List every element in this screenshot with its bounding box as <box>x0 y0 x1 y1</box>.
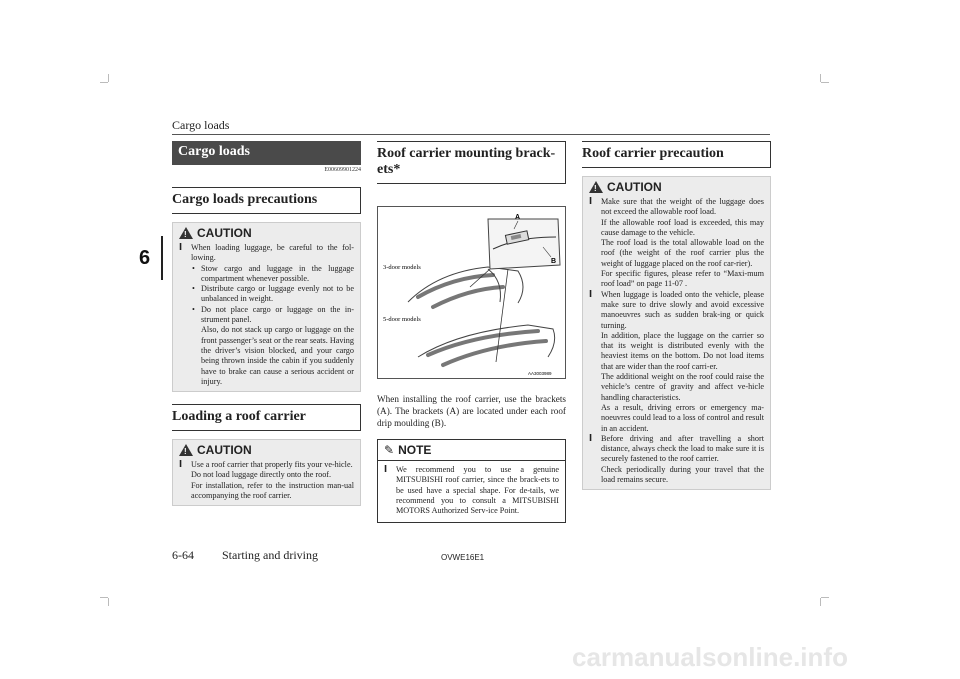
section-title-roof-carrier-precaution: Roof carrier precaution <box>582 141 771 168</box>
caution-paragraph: As a result, driving errors or emergency ma-noeuvres could lead to a loss of control and result in an accident. <box>601 402 764 433</box>
caution-paragraph: If the allowable roof load is exceeded, this may cause damage to the vehicle. <box>601 217 764 237</box>
caution-bullet-text: Before driving and after travelling a short distance, always check the load to make sure it is securely fastened to the roof carrier. <box>601 433 764 464</box>
caution-paragraph: The additional weight on the roof could raise the vehicle’s centre of gravity and affect ve-hicle handling characteristics. <box>601 372 764 402</box>
caution-label: CAUTION <box>197 226 252 240</box>
list-item: • Stow cargo and luggage in the luggage compartment whenever possible. <box>201 264 354 285</box>
note-box <box>377 439 566 523</box>
column-2 <box>377 141 566 523</box>
warning-triangle-icon: ! <box>179 444 193 456</box>
header-rule <box>172 134 770 135</box>
caution-heading <box>179 226 354 240</box>
caution-paragraph: In addition, place the luggage on the carrier so that its weight is distributed evenly with the heaviest items on the bottom. Do not load items that are wider than the roof carri-er. <box>601 330 764 371</box>
caution-bullet-text: When luggage is loaded onto the vehicle, please make sure to drive slowly and avoid excessive manoeuvres such as sudden brak-ing or quick turning. <box>601 289 764 330</box>
section-title-loading-roof-carrier: Loading a roof carrier <box>172 404 361 431</box>
caution-bullet-text: Make sure that the weight of the luggage does not exceed the allowable roof load. <box>601 197 764 217</box>
caution-label: CAUTION <box>607 180 662 194</box>
caution-bullet <box>601 197 764 290</box>
chapter-name: Starting and driving <box>222 548 318 562</box>
caution-paragraph: Do not load luggage directly onto the roof. <box>191 470 332 480</box>
roof-carrier-illustration <box>378 207 565 378</box>
list-item-text: Do not place cargo or luggage on the in-strument panel. <box>201 304 354 325</box>
document-code: OVWE16E1 <box>441 553 485 562</box>
caution-bullet <box>191 460 354 501</box>
chapter-banner: Cargo loads <box>172 141 361 165</box>
caution-bullet <box>601 290 764 434</box>
caution-bullet <box>601 434 764 485</box>
column-1 <box>172 141 361 506</box>
section-code: E00609901224 <box>324 167 361 173</box>
caution-bullet <box>191 243 354 387</box>
figure-code: AA3003989 <box>528 371 552 376</box>
note-bullet: l We recommend you to use a genuine MITSUBISHI roof carrier, since the brack-ets to be used have a special shape. For de-tails, we recommend you to consult a MITSUBISHI MOTORS Authorized Serv-ice Point. <box>396 465 559 516</box>
watermark: carmanualsonline.info <box>572 642 848 672</box>
list-item: • Distribute cargo or luggage evenly not to be unbalanced in weight. <box>201 284 354 305</box>
caution-bullet-text: When loading luggage, be careful to the fol-lowing. <box>191 243 354 263</box>
section-title-mounting-brackets: Roof carrier mounting brack-ets* <box>377 141 566 184</box>
list-item-continuation: Also, do not stack up cargo or luggage on the front passenger’s seat or the rear seats. Having the driver’s vision blocked, and your cargo being thrown inside the cabin if you suddenly have to brake can cause a serious accident or injury. <box>201 325 354 386</box>
warning-triangle-icon: ! <box>179 227 193 239</box>
caution-box-cargo <box>172 222 361 392</box>
pencil-icon: ✎ <box>384 443 395 457</box>
running-head: Cargo loads <box>172 118 230 132</box>
caution-heading <box>179 443 354 457</box>
page-number: 6-64 <box>172 548 194 562</box>
body-paragraph: When installing the roof carrier, use the brackets (A). The brackets (A) are located under each roof drip moulding (B). <box>377 394 566 428</box>
note-label: NOTE <box>398 443 432 457</box>
warning-triangle-icon: ! <box>589 181 603 193</box>
column-3 <box>582 141 771 490</box>
figure-label-3door: 3-door models <box>383 264 421 271</box>
figure-label-a: A <box>515 214 521 221</box>
figure-label-b: B <box>551 258 557 265</box>
note-heading <box>378 443 565 461</box>
roof-carrier-figure <box>377 206 566 379</box>
chapter-tab: 6 <box>128 236 163 280</box>
caution-label: CAUTION <box>197 443 252 458</box>
section-title-cargo-precautions: Cargo loads precautions <box>172 187 361 214</box>
caution-box-roof-precaution <box>582 176 771 490</box>
caution-paragraph: For specific figures, please refer to “Maxi-mum roof load” on page 11-07 . <box>601 269 764 289</box>
caution-paragraph: Check periodically during your travel that the load remains secure. <box>601 464 764 485</box>
caution-paragraph: For installation, refer to the instruction man-ual accompanying the roof carrier. <box>191 480 354 501</box>
caution-bullet-text: Use a roof carrier that properly fits your ve-hicle. <box>191 460 353 470</box>
caution-paragraph: The roof load is the total allowable load on the roof (the weight of the roof carrier plus the weight of luggage placed on the roof car-rier). <box>601 238 764 268</box>
list-item <box>201 305 354 387</box>
figure-label-5door: 5-door models <box>383 316 421 323</box>
caution-box-roof-carrier <box>172 439 361 506</box>
caution-heading <box>589 180 764 194</box>
